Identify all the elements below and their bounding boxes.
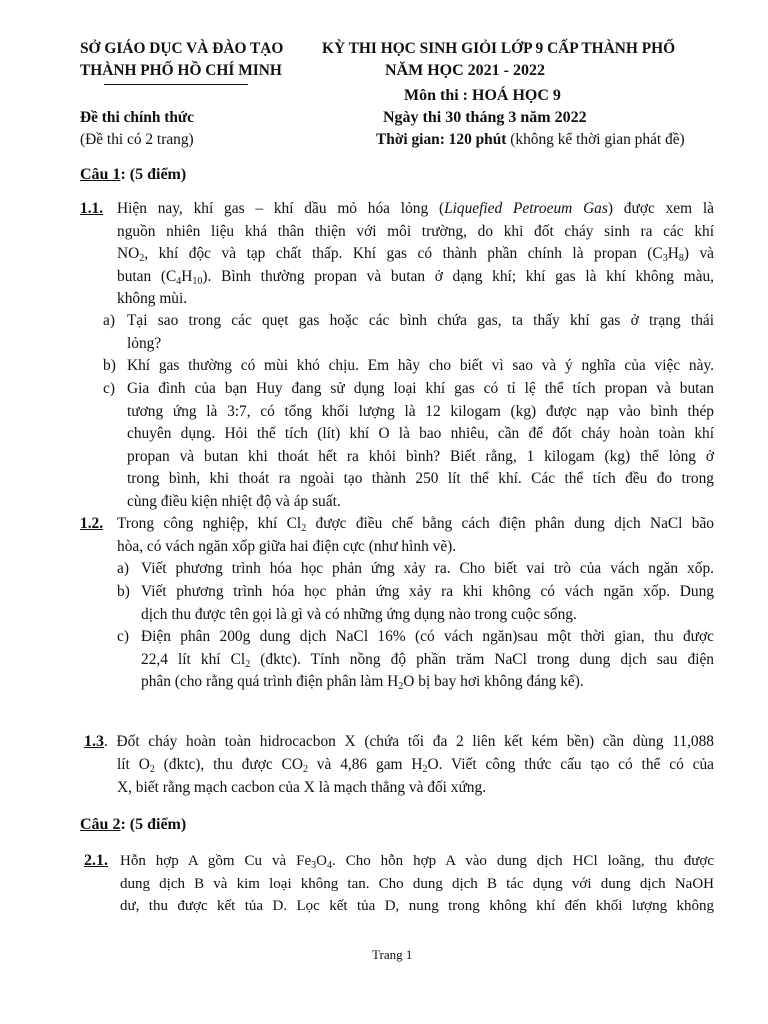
exam-title: KỲ THI HỌC SINH GIỎI LỚP 9 CẤP THÀNH PHỐ: [322, 40, 676, 57]
time-value: 120 phút: [448, 131, 507, 148]
section-1-1-text: [117, 198, 714, 311]
text-line: Tại sao trong các quẹt gas hoặc các bình chứa gas, ta thấy khí gas ở trạng thái: [127, 312, 714, 329]
text-line: Hỗn hợp A gồm Cu và $Fe_3O_4$. Cho hỗn hợp A vào dung dịch HCl loãng, thu được: [120, 853, 714, 871]
text-line: Viết phương trình hóa học phản ứng xảy ra. Cho biết vai trò của vách ngăn xốp.: [141, 560, 714, 577]
section-2-1-number: 2.1.: [84, 852, 108, 869]
subject: Môn thi : HOÁ HỌC 9: [404, 87, 561, 104]
header-underline: [104, 84, 248, 85]
official-label: Đề thi chính thức: [80, 109, 194, 126]
text-line: hòa, có vách ngăn xốp giữa hai điện cực (như hình vẽ).: [117, 537, 457, 555]
text-line: Viết phương trình hóa học phản ứng xảy ra khi không có vách ngăn xốp. Dung: [141, 583, 714, 600]
section-1-1-number: 1.1.: [80, 200, 104, 217]
item-a-label: a): [103, 312, 115, 329]
text-line: phân (cho rằng quá trình điện phân làm $H_2O$ bị bay hơi không đáng kể).: [141, 673, 584, 693]
question-2-heading: [80, 816, 186, 834]
text-line: tương ứng là 3:7, có tổng khối lượng là 12 kilogam (kg) được nạp vào bình thép: [127, 402, 714, 420]
text-line: butan $(C_4H_{10})$. Bình thường propan và butan ở dạng khí; khí gas là khí không màu,: [117, 267, 714, 287]
text-line: dung dịch B và kim loại không tan. Cho dung dịch B tác dụng với dung dịch NaOH: [120, 875, 714, 892]
time-note: (không kể thời gian phát đề): [506, 131, 685, 148]
text-line: chuyên dụng. Hỏi thể tích (lít) khí O là bao nhiêu, cần để đốt cháy hoàn toàn khí: [127, 425, 714, 443]
exam-date: Ngày thi 30 tháng 3 năm 2022: [383, 109, 587, 126]
item-b-text: [127, 355, 714, 378]
item-1-2-a-label: a): [117, 560, 129, 577]
department-city: THÀNH PHỐ HỒ CHÍ MINH: [80, 62, 282, 79]
text-line: Điện phân 200g dung dịch NaCl 16% (có vách ngăn)sau một thời gian, thu được: [141, 628, 714, 645]
section-1-3-cont: [117, 754, 714, 799]
item-c-text: [127, 378, 714, 514]
section-1-3-number: 1.3: [84, 733, 104, 750]
item-1-2-c-label: c): [117, 628, 129, 645]
question-2-points: : (5 điểm): [120, 816, 187, 833]
question-1-points: : (5 điểm): [120, 166, 187, 183]
text-line: X, biết rằng mạch cacbon của X là mạch thẳng và đối xứng.: [117, 778, 487, 796]
text-line: Gia đình của bạn Huy đang sử dụng loại khí gas có tỉ lệ thể tích propan và butan: [127, 380, 714, 397]
exam-time: [376, 131, 685, 149]
item-1-2-c-text: [141, 626, 714, 694]
item-b-label: b): [103, 357, 116, 374]
section-2-1-text: [120, 850, 714, 918]
item-1-2-a-text: [141, 558, 714, 581]
text-line: dư, thu được kết tủa D. Lọc kết tủa D, nung trong không khí đến khối lượng không: [120, 898, 714, 915]
text-line: nguồn nhiên liệu khá thân thiện với môi trường, do khi đốt cháy sinh ra các khí: [117, 222, 714, 240]
question-1-heading: [80, 166, 186, 184]
item-1-2-b-label: b): [117, 583, 130, 600]
item-1-2-b-text: [141, 581, 714, 626]
pages-note: (Đề thi có 2 trang): [80, 131, 194, 148]
text-line: 1.3. Đốt cháy hoàn toàn hidrocacbon X (chứa tối đa 2 liên kết kém bền) cần dùng 11,088: [84, 733, 714, 750]
item-a-text: [127, 310, 714, 355]
department-name: SỞ GIÁO DỤC VÀ ĐÀO TẠO: [80, 40, 284, 57]
time-label: Thời gian:: [376, 131, 449, 148]
text-line: không mùi.: [117, 290, 188, 308]
school-year: NĂM HỌC 2021 - 2022: [385, 62, 545, 79]
text-line: Hiện nay, khí gas – khí dầu mỏ hóa lỏng (Liquefied Petroeum Gas) được xem là: [117, 200, 714, 217]
page-number: Trang 1: [372, 947, 413, 962]
item-c-label: c): [103, 380, 115, 397]
text-line: 22,4 lít khí $Cl_2$ (đktc). Tính nồng độ phần trăm NaCl trong dung dịch sau điện: [141, 650, 714, 670]
section-1-3-text: [84, 731, 714, 754]
text-line: $NO_2$, khí độc và tạp chất thấp. Khí gas có thành phần chính là propan $(C_3H_8)$ và: [117, 245, 714, 265]
text-line: dịch thu được tên gọi là gì và có những ứng dụng nào trong cuộc sống.: [141, 605, 577, 623]
section-1-2-number: 1.2.: [80, 515, 104, 532]
text-line: Trong công nghiệp, khí $Cl_2$ được điều chế bằng cách điện phân dung dịch NaCl bão: [117, 515, 714, 534]
text-line: lỏng?: [127, 334, 162, 352]
text-line: cùng điều kiện nhiệt độ và áp suất.: [127, 492, 341, 510]
text-line: lít $O_2$ (đktc), thu được $CO_2$ và 4,86 gam $H_2O$. Viết công thức cấu tạo có thể có của: [117, 756, 714, 775]
text-line: propan và butan khi thoát hết ra khỏi bình? Biết rằng, 1 kilogam (kg) thể lỏng ở: [127, 447, 714, 465]
question-1-title: Câu 1: [80, 166, 121, 183]
text-line: Khí gas thường có mùi khó chịu. Em hãy cho biết vì sao và ý nghĩa của việc này.: [127, 357, 714, 374]
section-1-2-text: [117, 513, 714, 558]
text-line: trong bình, khi thoát ra ngoài tạo thành 250 lít thể khí. Các thể tích đều đo trong: [127, 470, 714, 488]
question-2-title: Câu 2: [80, 816, 121, 833]
